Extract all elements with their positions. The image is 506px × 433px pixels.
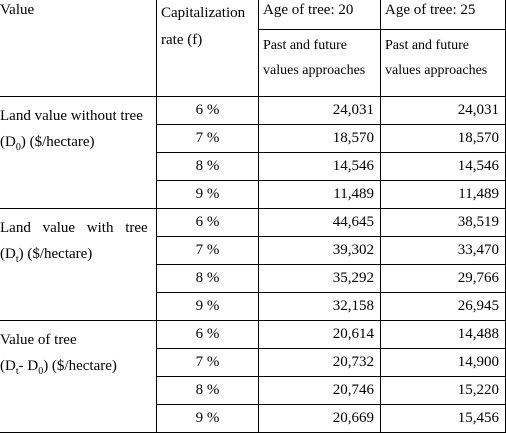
value-20-cell: 24,031 [259, 97, 381, 125]
value-25-cell: 29,766 [381, 265, 506, 293]
rate-cell: 6 % [157, 97, 259, 125]
approach-header-20: Past and future values approaches [259, 30, 381, 97]
value-25-cell: 15,456 [381, 405, 506, 433]
value-25-cell: 18,570 [381, 125, 506, 153]
age-25-header: Age of tree: 25 [381, 0, 506, 30]
value-20-cell: 20,732 [259, 349, 381, 377]
rate-cell: 9 % [157, 181, 259, 209]
approach-header-25: Past and future values approaches [381, 30, 506, 97]
group-label-dt: Land value with tree $(D_t)$ ($/hectare) [0, 209, 157, 321]
table-row [0, 97, 506, 125]
value-20-cell: 20,669 [259, 405, 381, 433]
value-20-cell: 18,570 [259, 125, 381, 153]
value-25-cell: 33,470 [381, 237, 506, 265]
rate-cell: 8 % [157, 377, 259, 405]
value-25-cell: 15,220 [381, 377, 506, 405]
group-label-d0: Land value without tree $(D_0)$ ($/hectare) [0, 97, 157, 209]
table-row [0, 321, 506, 349]
table-row [0, 209, 506, 237]
rate-cell: 6 % [157, 321, 259, 349]
rate-cell: 8 % [157, 153, 259, 181]
value-25-cell: 14,546 [381, 153, 506, 181]
value-header: Value [0, 0, 157, 97]
value-20-cell: 20,614 [259, 321, 381, 349]
value-25-cell: 24,031 [381, 97, 506, 125]
group-label-tree-value: Value of tree ($D_t-$ $D_0$) ($/hectare) [0, 321, 157, 433]
rate-cell: 8 % [157, 265, 259, 293]
rate-cell: 6 % [157, 209, 259, 237]
value-25-cell: 38,519 [381, 209, 506, 237]
value-20-cell: 20,746 [259, 377, 381, 405]
capitalization-header: Capitalization rate (f) [157, 0, 259, 97]
value-20-cell: 32,158 [259, 293, 381, 321]
value-25-cell: 14,488 [381, 321, 506, 349]
age-20-header: Age of tree: 20 [259, 0, 381, 30]
value-20-cell: 35,292 [259, 265, 381, 293]
rate-cell: 9 % [157, 293, 259, 321]
value-25-cell: 26,945 [381, 293, 506, 321]
value-20-cell: 11,489 [259, 181, 381, 209]
value-20-cell: 14,546 [259, 153, 381, 181]
value-25-cell: 14,900 [381, 349, 506, 377]
rate-cell: 9 % [157, 405, 259, 433]
value-20-cell: 39,302 [259, 237, 381, 265]
value-20-cell: 44,645 [259, 209, 381, 237]
rate-cell: 7 % [157, 125, 259, 153]
rate-cell: 7 % [157, 237, 259, 265]
rate-cell: 7 % [157, 349, 259, 377]
value-25-cell: 11,489 [381, 181, 506, 209]
